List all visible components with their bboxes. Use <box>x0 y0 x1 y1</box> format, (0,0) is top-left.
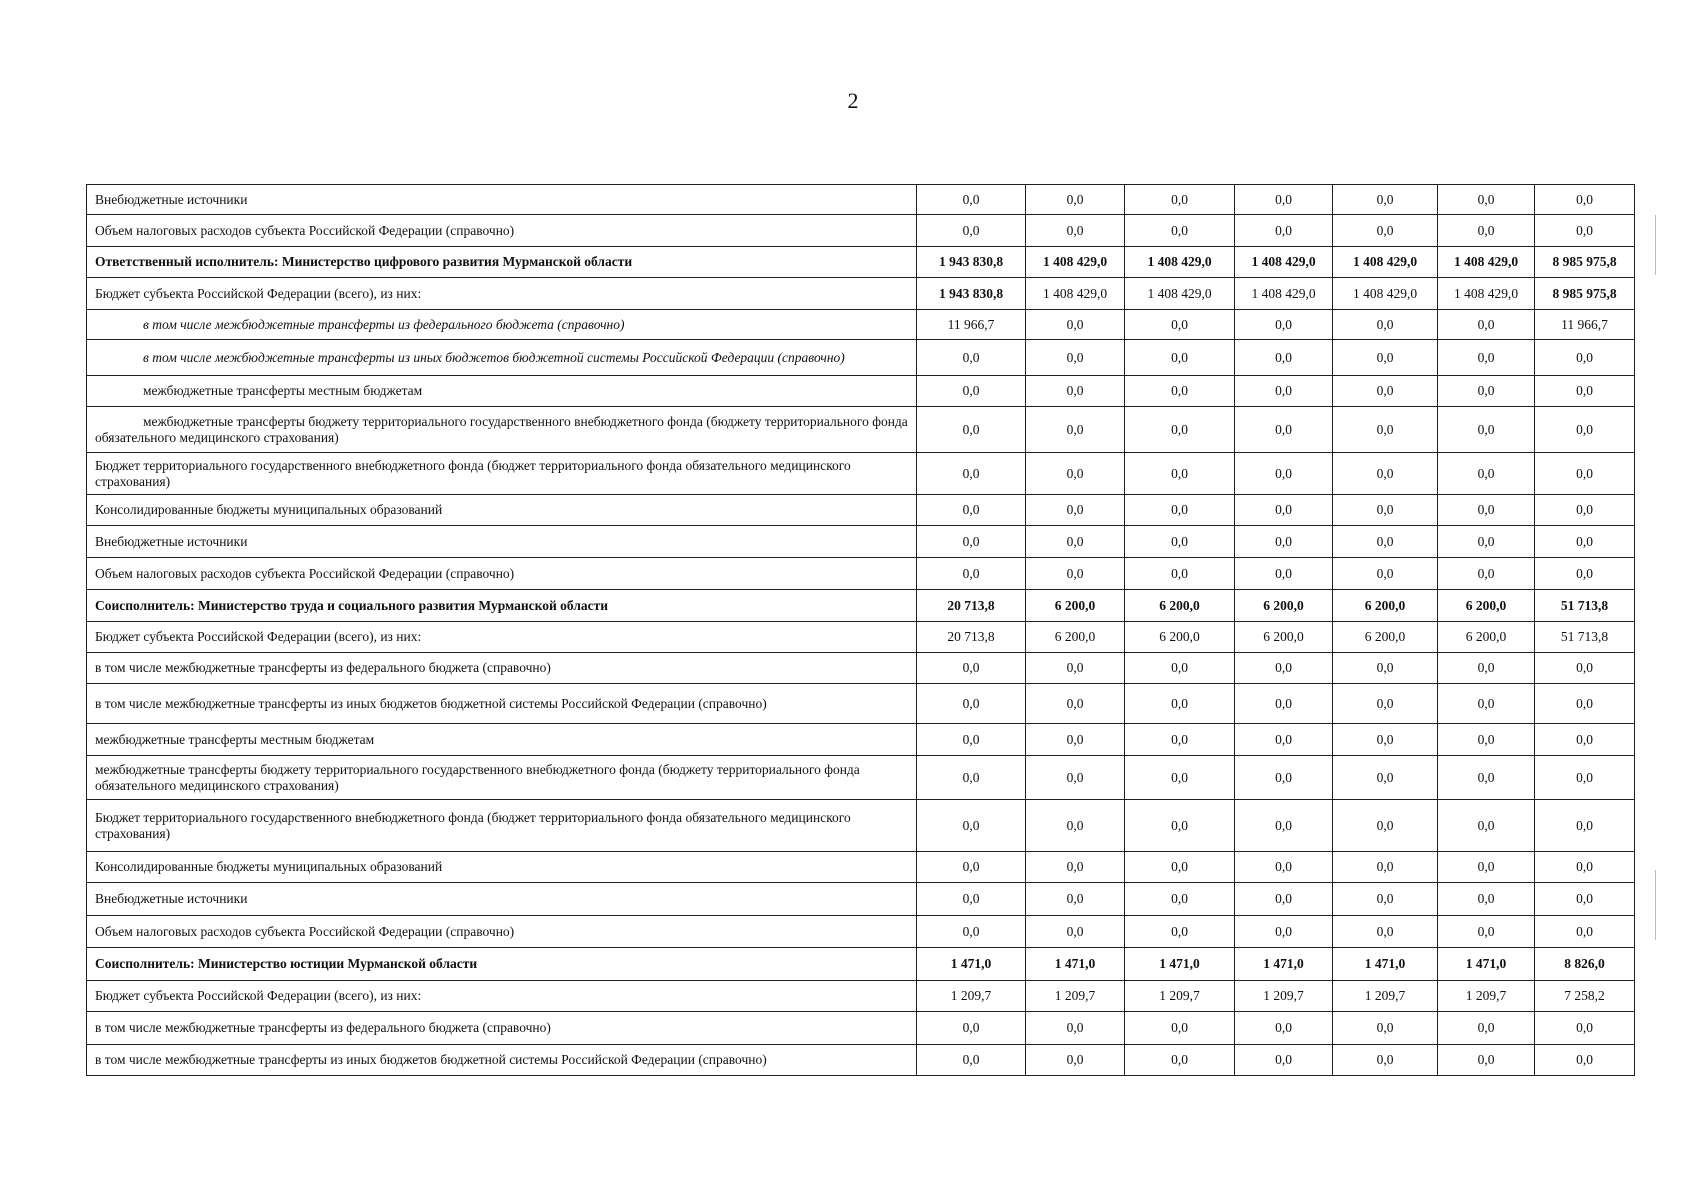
value-cell: 0,0 <box>1333 495 1438 526</box>
row-label-cell <box>87 948 917 981</box>
value-cell: 1 943 830,8 <box>917 247 1026 278</box>
value-cell: 6 200,0 <box>1235 622 1333 653</box>
value-cell: 20 713,8 <box>917 622 1026 653</box>
value-cell: 1 471,0 <box>1026 948 1125 981</box>
row-label: в том числе межбюджетные трансферты из иных бюджетов бюджетной системы Российской Федерации (справочно) <box>95 695 767 711</box>
value-cell: 0,0 <box>1235 376 1333 407</box>
value-cell: 0,0 <box>1438 453 1535 495</box>
value-cell: 6 200,0 <box>1026 590 1125 622</box>
value-cell: 0,0 <box>1333 1045 1438 1076</box>
value-cell: 0,0 <box>1026 653 1125 684</box>
value-cell: 0,0 <box>1438 852 1535 883</box>
row-label-cell <box>87 622 917 653</box>
value-cell: 0,0 <box>1438 916 1535 948</box>
budget-table <box>86 184 1635 1076</box>
value-cell: 0,0 <box>1235 340 1333 376</box>
table-row <box>87 185 1635 215</box>
value-cell: 0,0 <box>1125 185 1235 215</box>
value-cell: 0,0 <box>1535 800 1635 852</box>
value-cell: 0,0 <box>1235 1012 1333 1045</box>
value-cell: 0,0 <box>1333 724 1438 756</box>
table-row <box>87 215 1635 247</box>
value-cell: 1 471,0 <box>1125 948 1235 981</box>
value-cell: 0,0 <box>1535 1012 1635 1045</box>
value-cell: 0,0 <box>1438 215 1535 247</box>
table-row <box>87 278 1635 310</box>
row-label-cell <box>87 247 917 278</box>
value-cell: 0,0 <box>917 1012 1026 1045</box>
value-cell: 0,0 <box>1125 852 1235 883</box>
value-cell: 0,0 <box>1026 883 1125 916</box>
value-cell: 11 966,7 <box>917 310 1026 340</box>
value-cell: 0,0 <box>1438 376 1535 407</box>
value-cell: 0,0 <box>917 495 1026 526</box>
value-cell: 0,0 <box>1026 724 1125 756</box>
value-cell: 1 408 429,0 <box>1438 247 1535 278</box>
value-cell: 0,0 <box>1125 407 1235 453</box>
value-cell: 0,0 <box>1333 376 1438 407</box>
value-cell: 0,0 <box>1026 215 1125 247</box>
value-cell: 0,0 <box>917 724 1026 756</box>
value-cell: 0,0 <box>1438 724 1535 756</box>
table-row <box>87 340 1635 376</box>
value-cell: 7 258,2 <box>1535 981 1635 1012</box>
value-cell: 0,0 <box>1438 684 1535 724</box>
value-cell: 0,0 <box>1026 495 1125 526</box>
value-cell: 0,0 <box>1333 852 1438 883</box>
value-cell: 0,0 <box>1026 916 1125 948</box>
value-cell: 0,0 <box>1333 185 1438 215</box>
value-cell: 0,0 <box>1235 800 1333 852</box>
value-cell: 0,0 <box>1125 310 1235 340</box>
table-row <box>87 247 1635 278</box>
value-cell: 0,0 <box>1535 376 1635 407</box>
row-label: Консолидированные бюджеты муниципальных образований <box>95 859 443 874</box>
margin-mark <box>1655 870 1656 940</box>
value-cell: 1 471,0 <box>1333 948 1438 981</box>
value-cell: 0,0 <box>1235 756 1333 800</box>
value-cell: 0,0 <box>1235 852 1333 883</box>
row-label-cell <box>87 724 917 756</box>
value-cell: 0,0 <box>917 653 1026 684</box>
margin-mark <box>1655 215 1656 275</box>
row-label-cell <box>87 981 917 1012</box>
value-cell: 1 209,7 <box>1235 981 1333 1012</box>
value-cell: 0,0 <box>1125 1012 1235 1045</box>
row-label-cell <box>87 1045 917 1076</box>
value-cell: 0,0 <box>1125 800 1235 852</box>
value-cell: 0,0 <box>1026 185 1125 215</box>
table-row <box>87 852 1635 883</box>
value-cell: 0,0 <box>1026 800 1125 852</box>
row-label: Внебюджетные источники <box>95 191 248 207</box>
value-cell: 0,0 <box>1026 684 1125 724</box>
row-label: Бюджет субъекта Российской Федерации (всего), из них: <box>95 988 422 1003</box>
value-cell: 6 200,0 <box>1125 590 1235 622</box>
value-cell: 1 209,7 <box>1026 981 1125 1012</box>
value-cell: 0,0 <box>1333 883 1438 916</box>
row-label: Объем налоговых расходов субъекта Российской Федерации (справочно) <box>95 923 515 939</box>
value-cell: 0,0 <box>1535 453 1635 495</box>
value-cell: 0,0 <box>1125 340 1235 376</box>
row-label-cell <box>87 278 917 310</box>
value-cell: 0,0 <box>1438 495 1535 526</box>
value-cell: 0,0 <box>1125 376 1235 407</box>
table-row <box>87 622 1635 653</box>
row-label: в том числе межбюджетные трансферты из иных бюджетов бюджетной системы Российской Федерации (справочно) <box>95 1052 767 1067</box>
value-cell: 0,0 <box>1333 653 1438 684</box>
value-cell: 0,0 <box>1026 407 1125 453</box>
value-cell: 0,0 <box>1438 310 1535 340</box>
table-row <box>87 724 1635 756</box>
value-cell: 0,0 <box>1125 916 1235 948</box>
value-cell: 0,0 <box>917 756 1026 800</box>
value-cell: 0,0 <box>1333 916 1438 948</box>
value-cell: 0,0 <box>1535 495 1635 526</box>
row-label: Объем налоговых расходов субъекта Российской Федерации (справочно) <box>95 222 515 238</box>
value-cell: 11 966,7 <box>1535 310 1635 340</box>
row-label-cell <box>87 800 917 852</box>
value-cell: 0,0 <box>1333 453 1438 495</box>
row-label-cell <box>87 215 917 247</box>
value-cell: 0,0 <box>1333 407 1438 453</box>
value-cell: 0,0 <box>917 376 1026 407</box>
table-row <box>87 981 1635 1012</box>
value-cell: 1 209,7 <box>1438 981 1535 1012</box>
row-label-cell <box>87 376 917 407</box>
row-label-cell <box>87 453 917 495</box>
value-cell: 0,0 <box>1235 185 1333 215</box>
value-cell: 1 408 429,0 <box>1026 278 1125 310</box>
value-cell: 0,0 <box>1535 756 1635 800</box>
value-cell: 0,0 <box>1333 215 1438 247</box>
row-label: Внебюджетные источники <box>95 891 248 906</box>
value-cell: 0,0 <box>1333 800 1438 852</box>
row-label-cell <box>87 684 917 724</box>
row-label: межбюджетные трансферты бюджету территориального государственного внебюджетного фонда (бюджету территориального фонда обязательного медицинского страхования) <box>95 413 908 445</box>
value-cell: 0,0 <box>1235 684 1333 724</box>
table-row <box>87 310 1635 340</box>
row-label: Бюджет субъекта Российской Федерации (всего), из них: <box>95 629 422 644</box>
value-cell: 0,0 <box>1235 1045 1333 1076</box>
row-label-cell <box>87 653 917 684</box>
table-row <box>87 883 1635 916</box>
value-cell: 0,0 <box>1438 1045 1535 1076</box>
value-cell: 0,0 <box>917 852 1026 883</box>
value-cell: 0,0 <box>917 215 1026 247</box>
row-label: Объем налоговых расходов субъекта Российской Федерации (справочно) <box>95 565 515 581</box>
value-cell: 0,0 <box>1026 526 1125 558</box>
value-cell: 0,0 <box>1026 340 1125 376</box>
value-cell: 0,0 <box>917 453 1026 495</box>
table-row <box>87 376 1635 407</box>
table-row <box>87 407 1635 453</box>
value-cell: 1 408 429,0 <box>1235 278 1333 310</box>
row-label-cell <box>87 407 917 453</box>
value-cell: 0,0 <box>1125 526 1235 558</box>
value-cell: 0,0 <box>1535 883 1635 916</box>
table-row <box>87 453 1635 495</box>
value-cell: 8 985 975,8 <box>1535 247 1635 278</box>
value-cell: 0,0 <box>1438 340 1535 376</box>
table-row <box>87 653 1635 684</box>
row-label: Внебюджетные источники <box>95 533 248 549</box>
table-row <box>87 684 1635 724</box>
value-cell: 1 471,0 <box>1235 948 1333 981</box>
value-cell: 0,0 <box>1535 684 1635 724</box>
value-cell: 0,0 <box>1333 558 1438 590</box>
table-row <box>87 756 1635 800</box>
value-cell: 0,0 <box>1026 558 1125 590</box>
value-cell: 0,0 <box>1235 495 1333 526</box>
value-cell: 0,0 <box>1438 883 1535 916</box>
row-label-cell <box>87 526 917 558</box>
value-cell: 0,0 <box>1535 653 1635 684</box>
value-cell: 0,0 <box>1026 310 1125 340</box>
table-row <box>87 800 1635 852</box>
value-cell: 8 985 975,8 <box>1535 278 1635 310</box>
value-cell: 6 200,0 <box>1235 590 1333 622</box>
row-label: межбюджетные трансферты бюджету территориального государственного внебюджетного фонда (бюджету территориального фонда обязательного медицинского страхования) <box>95 761 860 793</box>
row-label: межбюджетные трансферты местным бюджетам <box>143 383 423 398</box>
value-cell: 1 209,7 <box>1125 981 1235 1012</box>
value-cell: 0,0 <box>1125 756 1235 800</box>
value-cell: 20 713,8 <box>917 590 1026 622</box>
value-cell: 0,0 <box>1235 916 1333 948</box>
value-cell: 1 408 429,0 <box>1438 278 1535 310</box>
value-cell: 0,0 <box>1235 558 1333 590</box>
value-cell: 0,0 <box>917 1045 1026 1076</box>
value-cell: 0,0 <box>1026 1045 1125 1076</box>
value-cell: 6 200,0 <box>1125 622 1235 653</box>
value-cell: 0,0 <box>1125 883 1235 916</box>
row-label-cell <box>87 558 917 590</box>
row-label-cell <box>87 756 917 800</box>
value-cell: 0,0 <box>1438 407 1535 453</box>
value-cell: 0,0 <box>1535 340 1635 376</box>
value-cell: 0,0 <box>1333 340 1438 376</box>
value-cell: 0,0 <box>1125 724 1235 756</box>
value-cell: 0,0 <box>1535 215 1635 247</box>
row-label: Бюджет территориального государственного внебюджетного фонда (бюджет территориального фонда обязательного медицинского страхования) <box>95 809 851 841</box>
value-cell: 1 209,7 <box>917 981 1026 1012</box>
value-cell: 8 826,0 <box>1535 948 1635 981</box>
value-cell: 0,0 <box>1535 724 1635 756</box>
row-label: в том числе межбюджетные трансферты из федерального бюджета (справочно) <box>95 1020 551 1035</box>
value-cell: 1 408 429,0 <box>1333 247 1438 278</box>
value-cell: 1 209,7 <box>1333 981 1438 1012</box>
row-label: Соисполнитель: Министерство труда и социального развития Мурманской области <box>95 597 609 613</box>
value-cell: 0,0 <box>1438 1012 1535 1045</box>
value-cell: 0,0 <box>1333 1012 1438 1045</box>
value-cell: 0,0 <box>1535 185 1635 215</box>
table-row <box>87 948 1635 981</box>
row-label: Ответственный исполнитель: Министерство цифрового развития Мурманской области <box>95 254 633 269</box>
row-label-cell <box>87 852 917 883</box>
value-cell: 0,0 <box>1438 800 1535 852</box>
value-cell: 6 200,0 <box>1333 622 1438 653</box>
value-cell: 1 408 429,0 <box>1125 247 1235 278</box>
value-cell: 0,0 <box>1125 684 1235 724</box>
value-cell: 6 200,0 <box>1438 590 1535 622</box>
value-cell: 0,0 <box>1026 453 1125 495</box>
value-cell: 0,0 <box>1535 916 1635 948</box>
value-cell: 0,0 <box>1235 883 1333 916</box>
value-cell: 6 200,0 <box>1333 590 1438 622</box>
row-label: Бюджет территориального государственного внебюджетного фонда (бюджет территориального фонда обязательного медицинского страхования) <box>95 457 851 489</box>
table-row <box>87 526 1635 558</box>
value-cell: 0,0 <box>1535 1045 1635 1076</box>
row-label-cell <box>87 310 917 340</box>
table-row <box>87 1045 1635 1076</box>
row-label: межбюджетные трансферты местным бюджетам <box>95 731 375 747</box>
value-cell: 0,0 <box>1235 526 1333 558</box>
value-cell: 0,0 <box>1333 526 1438 558</box>
value-cell: 0,0 <box>1535 526 1635 558</box>
value-cell: 0,0 <box>917 558 1026 590</box>
value-cell: 0,0 <box>1438 526 1535 558</box>
row-label-cell <box>87 590 917 622</box>
value-cell: 0,0 <box>917 800 1026 852</box>
value-cell: 0,0 <box>1125 453 1235 495</box>
value-cell: 0,0 <box>917 340 1026 376</box>
value-cell: 0,0 <box>1535 852 1635 883</box>
value-cell: 0,0 <box>1235 310 1333 340</box>
value-cell: 0,0 <box>1235 407 1333 453</box>
value-cell: 1 408 429,0 <box>1026 247 1125 278</box>
value-cell: 0,0 <box>917 407 1026 453</box>
value-cell: 0,0 <box>1438 756 1535 800</box>
value-cell: 0,0 <box>1125 495 1235 526</box>
value-cell: 1 943 830,8 <box>917 278 1026 310</box>
row-label: в том числе межбюджетные трансферты из федерального бюджета (справочно) <box>95 660 551 675</box>
value-cell: 0,0 <box>1438 558 1535 590</box>
row-label-cell <box>87 883 917 916</box>
value-cell: 0,0 <box>1125 1045 1235 1076</box>
row-label: Консолидированные бюджеты муниципальных образований <box>95 502 443 517</box>
value-cell: 0,0 <box>1125 653 1235 684</box>
row-label: в том числе межбюджетные трансферты из иных бюджетов бюджетной системы Российской Федерации (справочно) <box>143 349 845 365</box>
budget-table-body <box>87 185 1635 1076</box>
value-cell: 51 713,8 <box>1535 590 1635 622</box>
table-row <box>87 558 1635 590</box>
value-cell: 0,0 <box>1026 852 1125 883</box>
table-row <box>87 590 1635 622</box>
value-cell: 0,0 <box>917 883 1026 916</box>
value-cell: 0,0 <box>1438 653 1535 684</box>
table-row <box>87 1012 1635 1045</box>
value-cell: 51 713,8 <box>1535 622 1635 653</box>
row-label-cell <box>87 1012 917 1045</box>
value-cell: 1 408 429,0 <box>1333 278 1438 310</box>
value-cell: 1 408 429,0 <box>1125 278 1235 310</box>
value-cell: 0,0 <box>1235 453 1333 495</box>
value-cell: 0,0 <box>1438 185 1535 215</box>
value-cell: 0,0 <box>1333 684 1438 724</box>
row-label-cell <box>87 185 917 215</box>
value-cell: 0,0 <box>917 526 1026 558</box>
row-label: Бюджет субъекта Российской Федерации (всего), из них: <box>95 285 422 301</box>
row-label-cell <box>87 495 917 526</box>
table-row <box>87 495 1635 526</box>
value-cell: 6 200,0 <box>1438 622 1535 653</box>
value-cell: 0,0 <box>917 916 1026 948</box>
value-cell: 0,0 <box>1125 215 1235 247</box>
value-cell: 1 471,0 <box>1438 948 1535 981</box>
value-cell: 0,0 <box>1235 215 1333 247</box>
row-label: в том числе межбюджетные трансферты из федерального бюджета (справочно) <box>143 316 625 332</box>
table-row <box>87 916 1635 948</box>
value-cell: 1 408 429,0 <box>1235 247 1333 278</box>
row-label: Соисполнитель: Министерство юстиции Мурманской области <box>95 956 478 971</box>
value-cell: 0,0 <box>1333 756 1438 800</box>
value-cell: 0,0 <box>1235 724 1333 756</box>
value-cell: 0,0 <box>1125 558 1235 590</box>
value-cell: 0,0 <box>1026 1012 1125 1045</box>
value-cell: 0,0 <box>1535 407 1635 453</box>
row-label-cell <box>87 340 917 376</box>
page-number: 2 <box>847 88 859 113</box>
value-cell: 0,0 <box>1026 756 1125 800</box>
value-cell: 0,0 <box>917 185 1026 215</box>
value-cell: 0,0 <box>917 684 1026 724</box>
value-cell: 6 200,0 <box>1026 622 1125 653</box>
value-cell: 0,0 <box>1235 653 1333 684</box>
value-cell: 0,0 <box>1535 558 1635 590</box>
value-cell: 1 471,0 <box>917 948 1026 981</box>
value-cell: 0,0 <box>1026 376 1125 407</box>
value-cell: 0,0 <box>1333 310 1438 340</box>
row-label-cell <box>87 916 917 948</box>
